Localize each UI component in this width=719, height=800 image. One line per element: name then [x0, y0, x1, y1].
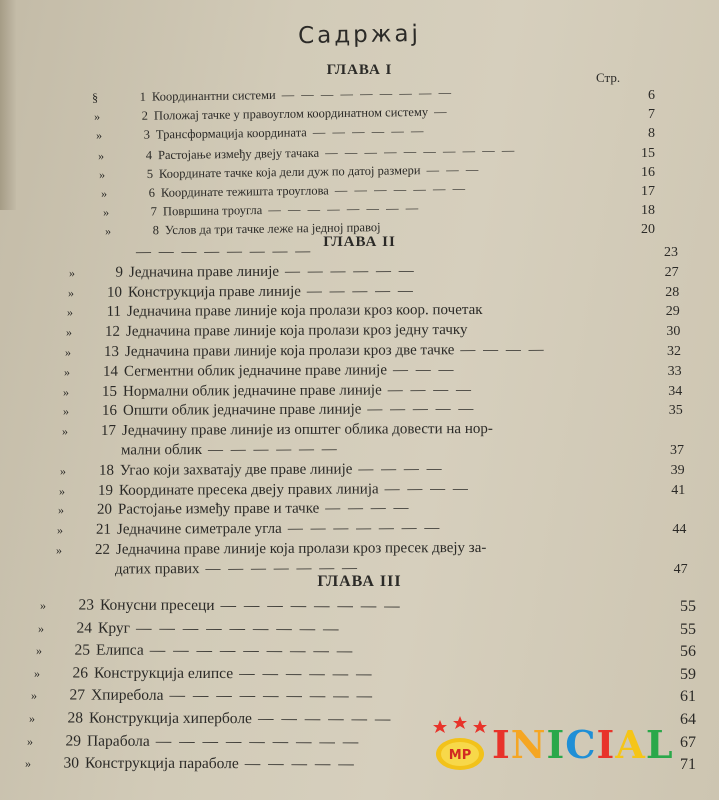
toc-page-number: 17: [641, 184, 655, 199]
toc-marker: »: [31, 688, 38, 703]
toc-page-number: 55: [680, 598, 696, 615]
mp-badge-icon: [430, 714, 490, 776]
toc-page-number: 6: [648, 88, 655, 103]
toc-entry: [57, 520, 441, 539]
toc-marker: »: [101, 186, 108, 201]
toc-entry: [59, 481, 470, 500]
toc-entry: [56, 540, 492, 559]
toc-number: 13: [104, 343, 120, 361]
leader-dashes: — — — — — — — — —: [281, 85, 454, 102]
toc-title: Једначина праве линије: [129, 263, 280, 281]
toc-title: Једначина праве линије која пролази кроз једну тачку: [126, 322, 468, 340]
toc-title: Једначина прави линије која пролази кроз две тачке: [125, 342, 455, 360]
toc-marker: »: [56, 523, 63, 538]
toc-title: Координате пресека двеју правих линија: [118, 480, 379, 499]
toc-title: Сегментни облик једначине праве линије: [124, 362, 388, 380]
leader-dashes: — — — —: [358, 460, 444, 478]
leader-dashes: — — — — — —: [238, 664, 374, 683]
leader-dashes: — — — — — — — — —: [149, 642, 354, 660]
toc-entry: [38, 619, 341, 638]
chapter-3-heading: ГЛАВА III: [317, 573, 402, 590]
toc-marker: »: [39, 598, 47, 613]
toc-number: 7: [150, 204, 158, 219]
toc-title: Трансформација координата: [155, 125, 307, 142]
leader-dashes: — — — —: [460, 341, 547, 359]
toc-entry: [67, 302, 489, 321]
toc-number: 18: [98, 462, 114, 479]
toc-entry: [62, 421, 499, 440]
toc-page-number: 8: [648, 126, 655, 142]
toc-marker: »: [99, 167, 106, 182]
toc-title: Растојање између двеју тачака: [157, 145, 319, 162]
toc-page-number: 44: [672, 522, 687, 538]
toc-title: датих правих: [114, 560, 200, 578]
toc-page-number: 32: [667, 344, 681, 359]
toc-page-number: 64: [680, 711, 696, 728]
leader-dashes: —: [433, 104, 449, 119]
toc-number: 21: [95, 521, 111, 538]
toc-page-number: 39: [670, 462, 685, 478]
toc-marker: »: [69, 265, 76, 280]
toc-page-number: 15: [641, 145, 655, 161]
toc-page-number: 71: [680, 756, 696, 774]
toc-number: 17: [100, 423, 116, 440]
leader-dashes: — — —: [393, 361, 456, 379]
toc-entry: [92, 85, 453, 105]
toc-page-number: 56: [680, 643, 696, 661]
leader-dashes: — — — — — — — — — —: [324, 142, 516, 160]
badge-text: MP: [448, 748, 472, 763]
toc-page-number: 37: [670, 443, 684, 458]
toc-entry: [94, 105, 449, 125]
toc-page-number: 55: [680, 620, 696, 638]
toc-number: 26: [72, 664, 88, 682]
toc-title: Општи облик једначине праве линије: [122, 401, 361, 420]
toc-marker: »: [59, 463, 66, 478]
logo-letter: N: [510, 722, 547, 767]
logo-letter: I: [492, 722, 511, 767]
toc-marker: »: [65, 345, 72, 360]
toc-number: 12: [105, 323, 121, 341]
toc-number: 3: [143, 127, 150, 143]
toc-entry: [69, 263, 416, 282]
toc-title: Услов да три тачке леже на једној правој: [164, 220, 381, 238]
toc-number: 10: [107, 284, 123, 301]
logo-letter: I: [596, 722, 616, 767]
toc-title: Елипса: [95, 641, 144, 660]
leader-dashes: — — — — — — — —: [135, 243, 313, 261]
inicial-logo: [430, 714, 716, 776]
toc-marker: »: [27, 734, 34, 749]
toc-title: мални облик: [120, 441, 202, 459]
toc-entry: [36, 642, 354, 661]
leader-dashes: — — — — —: [244, 755, 356, 773]
leader-dashes: — — — — — — — —: [268, 200, 421, 218]
toc-title: Нормални облик једначине праве линије: [123, 381, 383, 400]
toc-page-number: 27: [664, 264, 679, 280]
toc-marker: »: [24, 756, 32, 771]
toc-title: Конструкција праве линије: [128, 283, 302, 301]
toc-marker: »: [61, 424, 68, 439]
leader-dashes: — — — — — —: [312, 124, 426, 140]
leader-dashes: — — — — — — — — —: [135, 619, 341, 638]
leader-dashes: — — — — — — — —: [220, 596, 402, 615]
toc-marker: »: [67, 305, 74, 320]
toc-entry: [60, 461, 444, 480]
toc-marker: »: [63, 384, 70, 399]
toc-page-number: 41: [671, 482, 686, 498]
toc-marker: »: [62, 404, 69, 419]
leader-dashes: — — — — — — — — —: [155, 732, 361, 751]
toc-number: 30: [63, 754, 80, 772]
toc-marker: »: [104, 224, 112, 239]
logo-letter: I: [546, 722, 566, 767]
toc-number: 15: [102, 383, 118, 400]
toc-marker: »: [68, 285, 75, 300]
toc-number: 4: [145, 147, 152, 162]
toc-entry: [34, 664, 374, 683]
leader-dashes: — — — — — — —: [334, 181, 468, 198]
toc-title: Хпиребола: [91, 687, 164, 705]
toc-entry: [40, 596, 402, 615]
toc-entry: [97, 143, 515, 164]
leader-dashes: — — — — —: [306, 282, 416, 300]
toc-number: 22: [94, 541, 110, 558]
logo-letter: C: [565, 722, 597, 767]
toc-title: Конструкција хиперболе: [89, 709, 253, 728]
toc-title: Једначина праве линије која пролази кроз пресек двеју за-: [115, 539, 487, 558]
toc-marker: »: [55, 543, 62, 558]
toc-page-number: 59: [680, 665, 696, 683]
chapter-1-heading: ГЛАВА I: [326, 62, 393, 78]
toc-page-number: 30: [666, 324, 681, 340]
toc-page-number: 18: [641, 203, 655, 219]
toc-page-number: 47: [673, 561, 688, 577]
toc-entry: [63, 382, 473, 401]
toc-entry: [29, 709, 392, 728]
toc-entry: [68, 283, 415, 302]
toc-entry: [70, 243, 312, 261]
toc-number: 6: [148, 185, 156, 200]
leader-dashes: — — — — — —: [207, 441, 339, 458]
toc-title: Положај тачке у правоуглом координатном систему: [153, 104, 429, 123]
toc-number: 11: [106, 304, 122, 321]
chapter-2-heading: ГЛАВА II: [323, 234, 396, 250]
leader-dashes: — — — — — — —: [287, 520, 442, 537]
toc-entry: [65, 342, 546, 362]
leader-dashes: — — — — — —: [258, 710, 393, 728]
toc-number: 2: [141, 108, 148, 123]
leader-dashes: — — — — — — — — —: [169, 687, 375, 705]
toc-entry: [64, 362, 456, 381]
leader-dashes: — — —: [426, 162, 481, 177]
page-title: Садржај: [297, 20, 422, 50]
leader-dashes: — — — —: [384, 480, 470, 497]
toc-number: 24: [76, 619, 92, 637]
leader-dashes: — — — — — — —: [205, 560, 360, 577]
toc-marker: »: [29, 711, 36, 726]
toc-number: 19: [97, 482, 113, 499]
toc-page-number: 61: [680, 688, 696, 706]
toc-number: 16: [101, 403, 117, 420]
toc-marker: »: [97, 148, 104, 163]
toc-marker: »: [33, 666, 40, 681]
leader-dashes: — — — —: [388, 381, 474, 398]
toc-marker: »: [37, 621, 44, 636]
toc-number: 28: [67, 709, 84, 727]
logo-letter: L: [645, 722, 674, 767]
toc-number: 23: [78, 596, 95, 614]
toc-entry: [62, 401, 474, 420]
toc-entry: [61, 441, 339, 459]
toc-entry: [25, 755, 356, 774]
toc-page-number: 67: [680, 733, 696, 751]
toc-title: Координантни системи: [151, 87, 276, 104]
toc-title: Координате тачке која дели дуж по датој размери: [159, 162, 422, 181]
toc-page-number: 34: [668, 383, 683, 399]
leader-dashes: — — — — —: [366, 401, 475, 418]
toc-number: 9: [115, 264, 124, 281]
toc-number: 8: [152, 223, 160, 238]
toc-entry: [99, 162, 480, 182]
toc-entry: [101, 181, 467, 201]
toc-title: Угао који захватају две праве линије: [119, 461, 353, 479]
toc-title: Координате тежишта троуглова: [161, 183, 330, 200]
logo-text: [492, 722, 674, 767]
toc-marker: §: [91, 90, 99, 105]
logo-letter: A: [615, 722, 646, 767]
toc-page-number: 33: [667, 363, 682, 379]
toc-entry: [31, 687, 374, 706]
toc-title: Једначине симетрале угла: [116, 521, 282, 538]
leader-dashes: — — — —: [325, 500, 411, 517]
toc-title: Растојање између праве и тачке: [117, 500, 320, 518]
toc-marker: »: [95, 128, 102, 143]
toc-entry: [27, 732, 360, 751]
toc-title: Површина троугла: [163, 203, 263, 219]
toc-title: Парабола: [87, 732, 150, 750]
toc-marker: »: [58, 483, 65, 498]
toc-title: Једначину праве линије из општег облика довести на нор-: [121, 421, 493, 440]
toc-marker: »: [66, 325, 73, 340]
toc-number: 29: [65, 732, 82, 750]
toc-number: 20: [96, 502, 112, 519]
toc-marker: »: [103, 205, 110, 220]
toc-number: 14: [103, 363, 119, 380]
toc-entry: [103, 201, 420, 220]
toc-entry: [66, 322, 474, 341]
toc-marker: »: [64, 364, 71, 379]
page-column-label: Стр.: [596, 70, 621, 85]
toc-page-number: 35: [668, 403, 683, 419]
toc-number: 5: [147, 166, 154, 181]
leader-dashes: — — — — — —: [285, 262, 416, 280]
toc-title: Конструкција параболе: [84, 754, 239, 773]
toc-page-number: 7: [648, 107, 655, 123]
toc-page-number: 23: [664, 245, 678, 260]
toc-page-number: 28: [665, 284, 680, 300]
toc-title: Конусни пресеци: [99, 596, 215, 614]
toc-number: 1: [139, 89, 147, 104]
toc-entry: [96, 124, 426, 144]
toc-marker: »: [57, 503, 64, 518]
toc-title: Једначина праве линије која пролази кроз коор. почетак: [127, 302, 483, 321]
toc-entry: [58, 500, 411, 519]
toc-number: 25: [74, 641, 90, 659]
toc-page-number: 29: [665, 304, 680, 320]
toc-number: 27: [69, 686, 86, 704]
toc-page-number: 16: [641, 164, 655, 180]
toc-page-number: 20: [641, 222, 655, 238]
toc-title: Круг: [97, 619, 130, 637]
toc-marker: »: [35, 643, 42, 658]
toc-marker: »: [93, 109, 100, 124]
toc-title: Конструкција елипсе: [93, 664, 233, 682]
